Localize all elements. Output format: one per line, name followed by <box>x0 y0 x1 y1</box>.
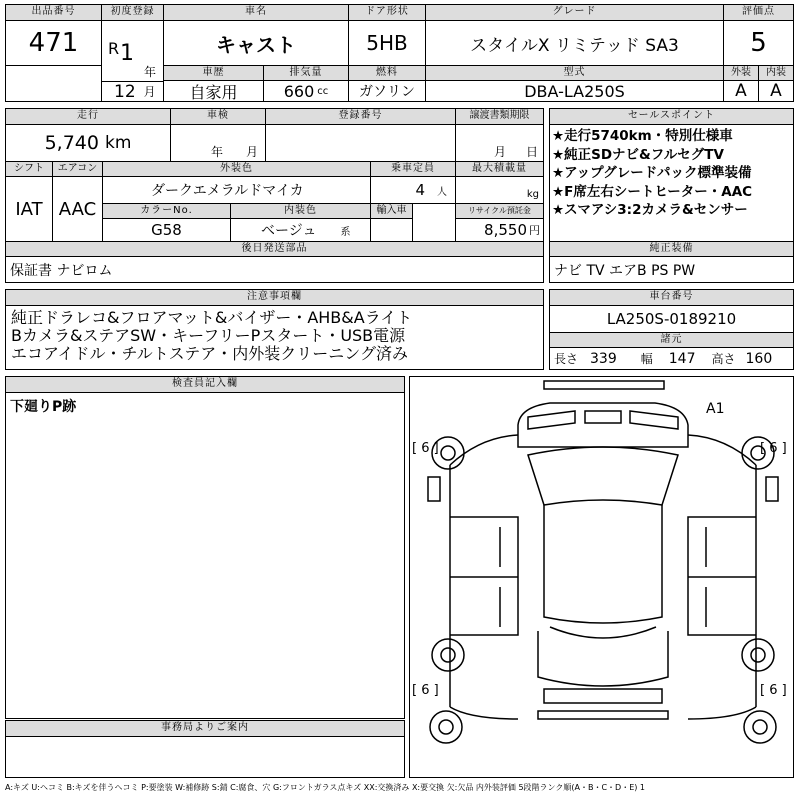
details-section <box>5 108 544 283</box>
note-line: エコアイドル・チルトステア・内外装クリーニング済み <box>11 344 408 363</box>
sales-points-section <box>549 108 794 283</box>
transfer-month-unit: 月 <box>494 145 507 159</box>
car-outline <box>410 377 795 779</box>
inspection <box>171 125 266 161</box>
sales-point: ★走行5740km・特別仕様車 <box>552 128 733 144</box>
legend: A:キズ U:ヘコミ B:キズを伴うヘコミ P:要塗装 W:補修跡 S:錆 C:腐食、穴 G:フロントガラス点キズ XX:交換済み X:要交換 欠:欠品 内外装評価 5段階ランク順(A・B・C・D・E) 1 <box>5 783 646 792</box>
era-letter: R <box>108 39 120 58</box>
notes-label: 注意事項欄 <box>6 290 543 306</box>
note-line: 純正ドラレコ&フロアマット&バイザー・AHB&Aライト <box>11 309 413 327</box>
sales-points-label: セールスポイント <box>550 109 793 125</box>
inspector-section <box>5 376 405 719</box>
recycle-value: 8,550 <box>484 221 527 239</box>
fuel: ガソリン <box>349 81 426 101</box>
capacity-value: 4 <box>415 181 425 199</box>
interior-grade: A <box>770 81 782 101</box>
int-color <box>231 219 371 241</box>
mileage-value: 5,740 <box>44 132 99 154</box>
shift-label: シフト <box>6 161 53 177</box>
notes-section <box>5 289 544 370</box>
later-parts-label: 後日発送部品 <box>6 241 543 257</box>
lot-empty-cell <box>6 65 102 101</box>
color: ダークエメラルドマイカ <box>103 177 371 203</box>
interior-label: 内装 <box>759 65 793 81</box>
capacity-label: 乗車定員 <box>371 161 456 177</box>
mileage-label: 走行 <box>6 109 171 125</box>
recycle-label: リサイクル預託金 <box>456 203 543 219</box>
car-name-label: 車名 <box>164 5 349 21</box>
chassis-label: 車台番号 <box>550 290 793 306</box>
inspector-label: 検査員記入欄 <box>6 377 404 393</box>
sales-point: ★スマアシ3:2カメラ&センサー <box>552 202 748 218</box>
chassis-number: LA250S-0189210 <box>606 310 737 328</box>
regno <box>266 125 456 161</box>
year-unit: 年 <box>144 65 157 79</box>
chassis-section <box>549 289 794 370</box>
mileage <box>6 125 171 161</box>
color-no-label: カラーNo. <box>103 203 231 219</box>
width-label: 幅 <box>640 352 653 366</box>
model-label: 型式 <box>426 65 724 81</box>
transfer <box>456 125 543 161</box>
header-section <box>5 4 794 102</box>
color-no: G58 <box>103 219 231 241</box>
ac-label: エアコン <box>53 161 103 177</box>
exterior-grade: A <box>724 81 759 101</box>
office-section <box>5 720 405 778</box>
inspection-month-unit: 月 <box>246 145 259 159</box>
displacement-label: 排気量 <box>264 65 349 81</box>
month-number: 12 <box>114 81 136 101</box>
inspection-label: 車検 <box>171 109 266 125</box>
history-label: 車歴 <box>164 65 264 81</box>
shift: IAT <box>6 177 53 241</box>
inspector-note: 下廻りP跡 <box>10 399 77 415</box>
equipment: ナビ TV エアB PS PW <box>554 262 696 279</box>
displacement-value: 660 <box>283 81 315 101</box>
lot-number: 471 <box>6 21 102 65</box>
height-label: 高さ <box>711 352 736 366</box>
grade: スタイルX リミテッド SA3 <box>426 21 724 65</box>
import <box>371 219 413 241</box>
tire-rear-left: [ 6 ] <box>412 683 439 698</box>
transfer-label: 譲渡書類期限 <box>456 109 543 125</box>
recycle <box>456 219 543 241</box>
notes-body <box>6 309 543 369</box>
sales-point: ★F席左右シートヒーター・AAC <box>552 183 753 200</box>
load <box>456 177 543 203</box>
year-number: 1 <box>120 41 134 66</box>
tire-front-left: [ 6 ] <box>412 441 439 456</box>
int-color-unit: 系 <box>340 226 351 238</box>
length-value: 339 <box>590 350 617 367</box>
first-reg-month <box>102 81 164 101</box>
lot-label: 出品番号 <box>6 5 102 21</box>
width-value: 147 <box>668 350 696 367</box>
capacity <box>371 177 456 203</box>
score: 5 <box>750 28 767 58</box>
door-type: 5HB <box>349 21 426 65</box>
int-color-label: 内装色 <box>231 203 371 219</box>
later-parts: 保証書 ナビロム <box>10 262 113 279</box>
inspection-year-unit: 年 <box>211 145 224 159</box>
equipment-label: 純正装備 <box>550 241 793 257</box>
mileage-unit: km <box>105 133 132 153</box>
color-label: 外装色 <box>103 161 371 177</box>
regno-label: 登録番号 <box>266 109 456 125</box>
damage-mark: A1 <box>706 401 725 417</box>
int-color-value: ベージュ <box>261 223 317 239</box>
specs-label: 諸元 <box>550 332 793 348</box>
first-reg-year <box>102 21 164 81</box>
height-value: 160 <box>745 350 773 367</box>
capacity-unit: 人 <box>437 186 447 198</box>
note-line: Bカメラ&ステアSW・キーフリーPスタート・USB電源 <box>11 326 406 345</box>
sales-points-list <box>550 127 793 223</box>
history: 自家用 <box>164 81 264 101</box>
first-reg-label: 初度登録 <box>102 5 164 21</box>
car-diagram <box>409 376 794 778</box>
exterior-label: 外装 <box>724 65 759 81</box>
door-label: ドア形状 <box>349 5 426 21</box>
tire-front-right: [ 6 ] <box>760 441 787 456</box>
score-label: 評価点 <box>724 5 793 21</box>
import-spacer <box>413 203 456 241</box>
car-name: キャスト <box>164 21 349 65</box>
office-label: 事務局よりご案内 <box>6 721 404 737</box>
sales-point: ★純正SDナビ&フルセグTV <box>552 146 724 163</box>
displacement <box>264 81 349 101</box>
displacement-unit: cc <box>317 85 329 97</box>
grade-label: グレード <box>426 5 724 21</box>
recycle-unit: 円 <box>529 224 540 237</box>
ac: AAC <box>53 177 103 241</box>
import-label: 輸入車 <box>371 203 413 219</box>
length-label: 長さ <box>554 352 579 366</box>
load-label: 最大積載量 <box>456 161 543 177</box>
fuel-label: 燃料 <box>349 65 426 81</box>
sales-point: ★アップグレードパック標準装備 <box>552 165 752 181</box>
month-unit: 月 <box>143 85 156 99</box>
model: DBA-LA250S <box>426 81 724 101</box>
specs <box>550 348 793 369</box>
transfer-day-unit: 日 <box>526 145 539 159</box>
load-unit: kg <box>526 188 539 200</box>
tire-rear-right: [ 6 ] <box>760 683 787 698</box>
